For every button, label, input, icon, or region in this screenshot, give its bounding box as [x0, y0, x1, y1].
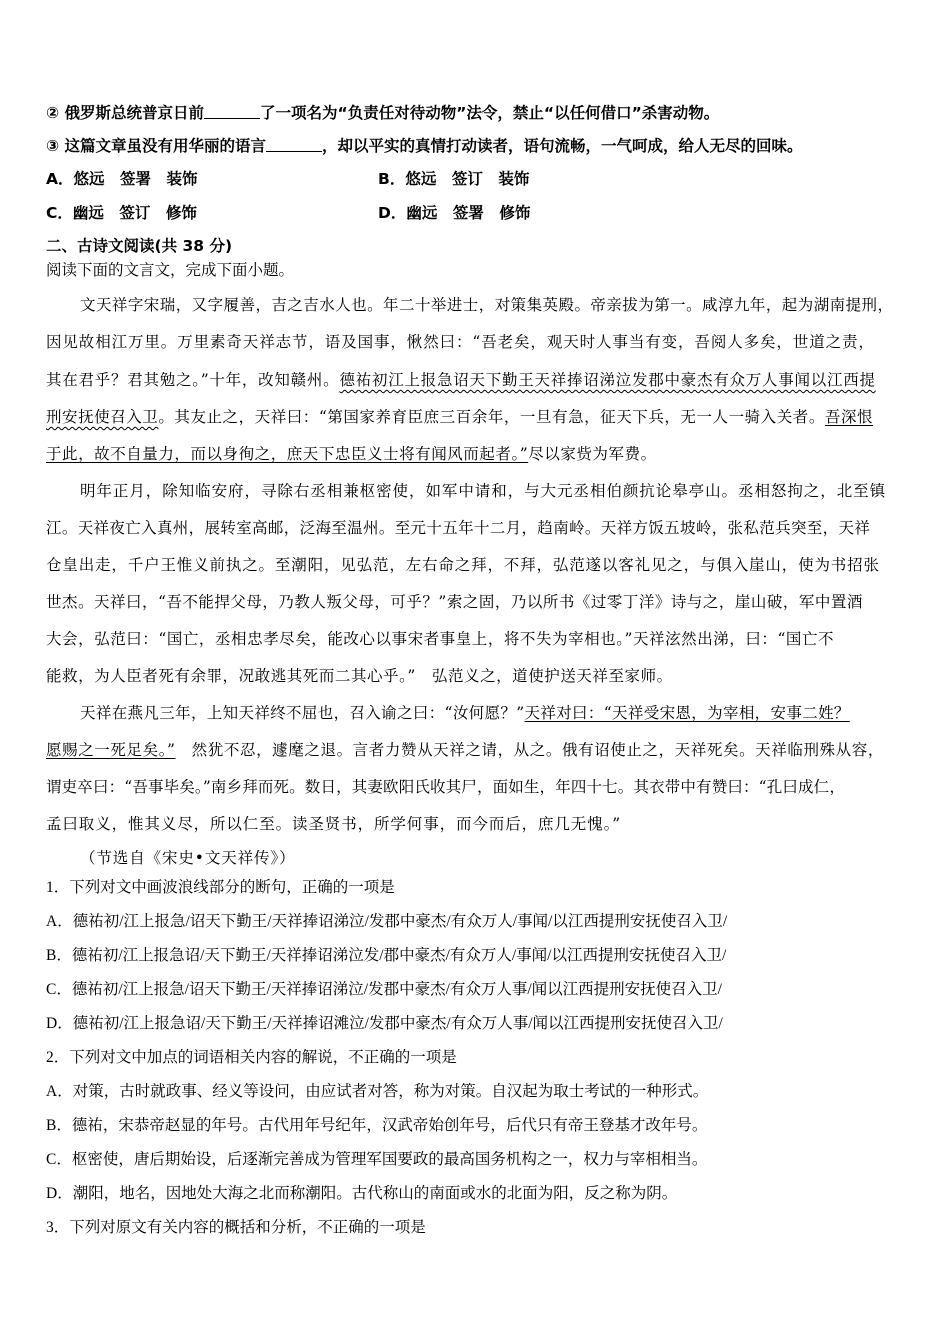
item2-text-after: 了一项名为“负责任对待动物”法令，禁止“以任何借口”杀害动物。 [260, 104, 720, 122]
passage-line: 世杰。天祥曰，“吾不能捍父母，乃教人叛父母，可乎？”索之固，乃以所书《过零丁洋》诗与之，崖山破，军中置酒 [46, 593, 863, 611]
passage-line [46, 407, 873, 427]
underlined-text: 愿赐之一死足矣。” [46, 741, 176, 759]
passage-line [46, 444, 657, 464]
passage-line: 能救，为人臣者死有余罪，况敢逃其死而二其心乎。” 弘范义之，道使护送天祥至家师。 [46, 667, 673, 685]
passage-line: 仓皇出走，千户王惟义前执之。至潮阳，见弘范，左右命之拜，不拜，弘范遂以客礼见之，与俱入崖山，使为书招张 [46, 556, 880, 574]
passage-line [46, 740, 884, 760]
options-row-2 [46, 203, 906, 223]
question-2-option-b: B．德祐，宋恭帝赵显的年号。古代用年号纪年，汉武帝始创年号，后代只有帝王登基才改年号。 [46, 1117, 708, 1134]
item3-text-before: ③ 这篇文章虽没有用华丽的语言 [46, 137, 267, 155]
passage-line [46, 370, 876, 390]
question-1-option-b: B．德祐初/江上报急诏/天下勤王/天祥捧诏涕泣发/郡中豪杰/有众万人/事闻/以江西提刑安抚使召入卫/ [46, 947, 727, 964]
question-2-stem: 2．下列对文中加点的词语相关内容的解说，不正确的一项是 [46, 1049, 457, 1066]
question-2-option-a: A．对策，古时就政事、经义等设问，由应试者对答，称为对策。自汉起为取士考试的一种形式。 [46, 1083, 709, 1100]
item2-text-before: ② 俄罗斯总统普京日前 [46, 104, 205, 122]
passage-line [80, 703, 850, 723]
passage-source: （节选自《宋史•文天祥传》） [80, 849, 296, 867]
wavy-underlined-text: 刑安抚使召入卫 [46, 408, 159, 426]
option-c: C．幽远 签订 修饰 [46, 204, 197, 222]
passage-line: 文天祥字宋瑞，又字履善，吉之吉水人也。年二十举进士，对策集英殿。帝亲拔为第一。咸淳九年，起为湖南提刑， [80, 296, 894, 314]
question-1-option-d: D．德祐初/江上报急诏/天下勤王/天祥捧诏滩泣/发郡中豪杰/有众万人事/闻以江西提刑安抚使召入卫/ [46, 1015, 723, 1032]
passage-line: 明年正月，除知临安府，寻除右丞相兼枢密使，如军中请和，与大元丞相伯颜抗论皋亭山。丞相怒拘之，北至镇 [80, 482, 887, 500]
question-1-stem: 1．下列对文中画波浪线部分的断句，正确的一项是 [46, 879, 395, 896]
passage-line: 因见故相江万里。万里素奇天祥志节，语及国事，愀然曰：“吾老矣，观天时人事当有变，吾阅人多矣，世道之责， [46, 333, 875, 351]
fill-blank [266, 137, 322, 152]
section-instruction: 阅读下面的文言文，完成下面小题。 [46, 262, 295, 279]
question-2-option-c: C．枢密使，唐后期始设，后逐渐完善成为管理军国要政的最高国务机构之一，权力与宰相相当。 [46, 1151, 708, 1168]
question-item-2 [46, 103, 719, 123]
option-a: A．悠远 签署 装饰 [46, 170, 198, 188]
passage-text: 天祥在燕凡三年，上知天祥终不屈也，召入谕之曰：“汝何愿？” [80, 704, 525, 722]
section-heading: 二、古诗文阅读(共 38 分) [46, 237, 233, 255]
passage-line: 江。天祥夜亡入真州，展转室高邮，泛海至温州。至元十五年十二月，趋南岭。天祥方饭五坡岭，张私范兵突至，天祥 [46, 519, 871, 537]
option-d: D．幽远 签署 修饰 [378, 204, 531, 222]
passage-text: 然犹不忍，遽麾之退。言者力赞从天祥之请，从之。俄有诏使止之，天祥死矣。天祥临刑殊从容， [175, 741, 884, 759]
question-3-stem: 3．下列对原文有关内容的概括和分析，不正确的一项是 [46, 1219, 426, 1236]
fill-blank [204, 104, 260, 119]
item3-text-after: ，却以平实的真情打动读者，语句流畅，一气呵成，给人无尽的回味。 [322, 137, 803, 155]
question-1-option-a: A．德祐初/江上报急/诏天下勤王/天祥捧诏涕泣/发郡中豪杰/有众万人/事闻/以江西提刑安抚使召入卫/ [46, 913, 728, 930]
underlined-text: 吾深恨 [824, 408, 874, 426]
passage-line: 孟曰取义，惟其义尽，所以仁至。读圣贤书，所学何事，而今而后，庶几无愧。” [46, 815, 622, 833]
underlined-text: 于此，故不自量力，而以身徇之，庶天下忠臣义士将有闻风而起者。” [46, 445, 529, 463]
options-row-1 [46, 169, 906, 189]
wavy-underlined-text: 德祐初江上报急诏天下勤王天祥捧诏涕泣发郡中豪杰有众万人事闻以江西提 [339, 371, 876, 389]
passage-text: 。其友止之，天祥曰：“第国家养育臣庶三百余年，一旦有急，征天下兵，无一人一骑入关者。 [158, 408, 825, 426]
question-2-option-d: D．潮阳，地名，因地处大海之北而称潮阳。古代称山的南面或水的北面为阳，反之称为阴。 [46, 1185, 678, 1202]
underlined-text: 天祥对曰：“天祥受宋恩，为宰相，安事二姓？ [524, 704, 850, 722]
passage-text: 其在君乎？君其勉之。”十年，改知赣州。 [46, 371, 340, 389]
question-1-option-c: C．德祐初/江上报急/诏天下勤王/天祥捧诏涕泣/发郡中豪杰/有众万人事/闻以江西提刑安抚使召入卫/ [46, 981, 722, 998]
passage-line: 大会，弘范曰：“国亡，丞相忠孝尽矣，能改心以事宋者事皇上，将不失为宰相也。”天祥泫然出涕，曰：“国亡不 [46, 630, 835, 648]
option-b: B．悠远 签订 装饰 [378, 170, 530, 188]
question-item-3 [46, 136, 803, 156]
passage-line: 谓吏卒曰：“吾事毕矣。”南乡拜而死。数日，其妻欧阳氏收其尸，面如生，年四十七。其衣带中有赞曰：“孔曰成仁， [46, 778, 845, 796]
passage-text: 尽以家赀为军费。 [528, 445, 657, 463]
